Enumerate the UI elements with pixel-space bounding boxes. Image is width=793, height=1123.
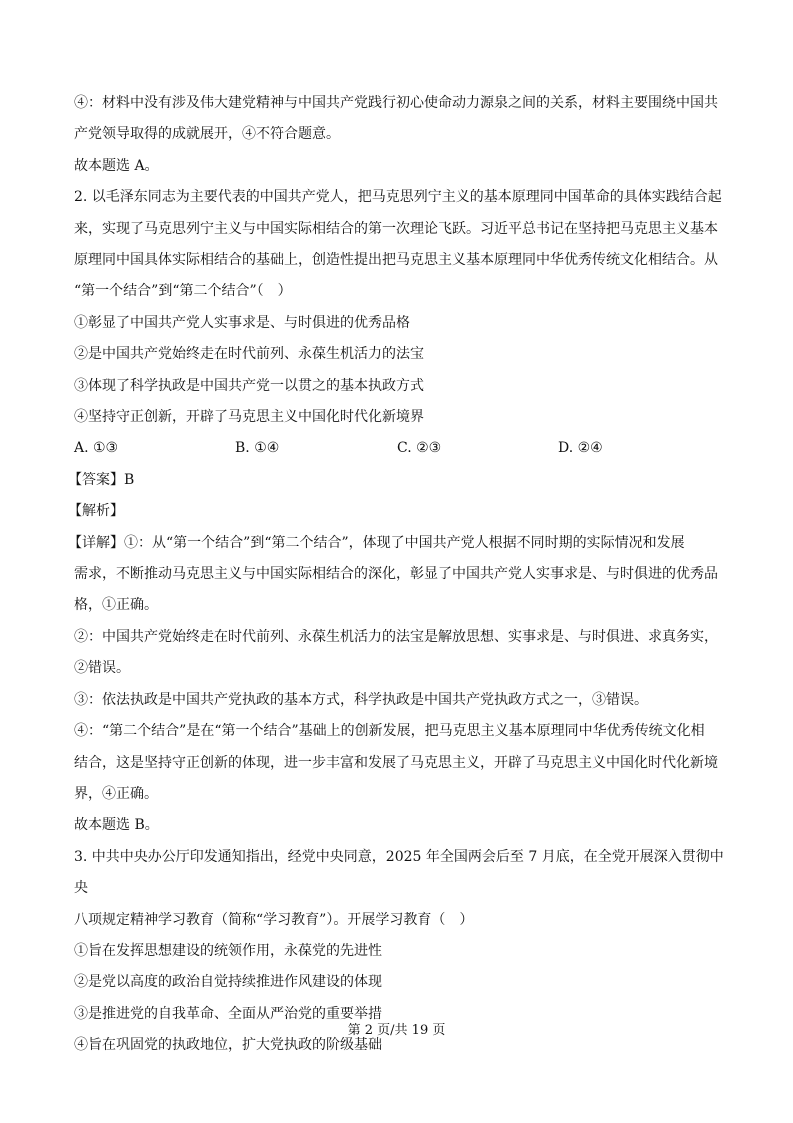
choice-b: B. ①④: [235, 440, 280, 457]
explanation-line: ②：中国共产党始终走在时代前列、永葆生机活力的法宝是解放思想、实事求是、与时俱进、求真务实，: [74, 628, 718, 645]
choice-a: A. ①③: [74, 440, 119, 457]
explanation-line: 结合，这是坚持守正创新的体现，进一步丰富和发展了马克思主义，开辟了马克思主义中国化时代化新境: [74, 754, 718, 771]
text-line: 产党领导取得的成就展开，④不符合题意。: [74, 126, 340, 143]
explanation-line: 需求，不断推动马克思主义与中国实际相结合的深化，彰显了中国共产党人实事求是、与时俱进的优秀品: [74, 566, 718, 583]
statement-item: ④旨在巩固党的执政地位，扩大党执政的阶级基础: [74, 1037, 382, 1054]
statement-item: ②是党以高度的政治自觉持续推进作风建设的体现: [74, 974, 382, 991]
conclusion-line: 故本题选 B。: [74, 817, 159, 834]
question-stem-line: 原理同中国具体实际相结合的基础上，创造性提出把马克思主义基本原理同中华优秀传统文化相结合。从: [74, 252, 718, 269]
statement-item: ①彰显了中国共产党人实事求是、与时俱进的优秀品格: [74, 314, 410, 331]
choice-d: D. ②④: [558, 440, 603, 457]
choice-c: C. ②③: [397, 440, 442, 457]
document-body: [68, 88, 724, 1062]
question-2: [68, 182, 724, 842]
page-footer: [0, 1022, 793, 1040]
question-stem-line: 八项规定精神学习教育（简称“学习教育”）。开展学习教育（ ）: [74, 911, 474, 928]
statement-item: ①旨在发挥思想建设的统领作用，永葆党的先进性: [74, 942, 382, 959]
analysis-heading: 【解析】: [68, 503, 124, 520]
answer-line: 【答案】B: [68, 471, 135, 488]
explanation-line: ④：“第二个结合”是在“第一个结合”基础上的创新发展，把马克思主义基本原理同中华优秀传统文化相: [74, 723, 705, 740]
explanation-line: ②错误。: [74, 660, 130, 677]
explanation-line: 【详解】①：从“第一个结合”到“第二个结合”，体现了中国共产党人根据不同时期的实际情况和发展: [68, 534, 685, 551]
conclusion-line: 故本题选 A。: [74, 157, 159, 174]
statement-item: ②是中国共产党始终走在时代前列、永葆生机活力的法宝: [74, 346, 424, 363]
explanation-line: 格，①正确。: [74, 597, 158, 614]
page-number: 第 2 页/共 19 页: [347, 1023, 446, 1038]
question-stem-line: 来，实现了马克思列宁主义与中国实际相结合的第一次理论飞跃。习近平总书记在坚持把马克思主义基本: [74, 220, 718, 237]
question-stem-line: “第一个结合”到“第二个结合”（ ）: [74, 283, 292, 300]
statement-item: ③体现了科学执政是中国共产党一以贯之的基本执政方式: [74, 377, 424, 394]
q1-tail: [74, 88, 724, 182]
choice-row: [74, 433, 724, 464]
explanation-line: ③：依法执政是中国共产党执政的基本方式，科学执政是中国共产党执政方式之一，③错误。: [74, 691, 648, 708]
question-stem-line: 2. 以毛泽东同志为主要代表的中国共产党人，把马克思列宁主义的基本原理同中国革命的具体实践结合起: [74, 189, 722, 206]
explanation-line: 界，④正确。: [74, 785, 158, 802]
statement-item: ④坚持守正创新，开辟了马克思主义中国化时代化新境界: [74, 409, 424, 426]
question-stem-line: 3. 中共中央办公厅印发通知指出，经党中央同意，2025 年全国两会后至 7 月底，在全党开展深入贯彻中央: [74, 848, 724, 897]
statement-item: ③是推进党的自我革命、全面从严治党的重要举措: [74, 1005, 382, 1022]
text-line: ④：材料中没有涉及伟大建党精神与中国共产党践行初心使命动力源泉之间的关系，材料主要围绕中国共: [74, 95, 718, 111]
